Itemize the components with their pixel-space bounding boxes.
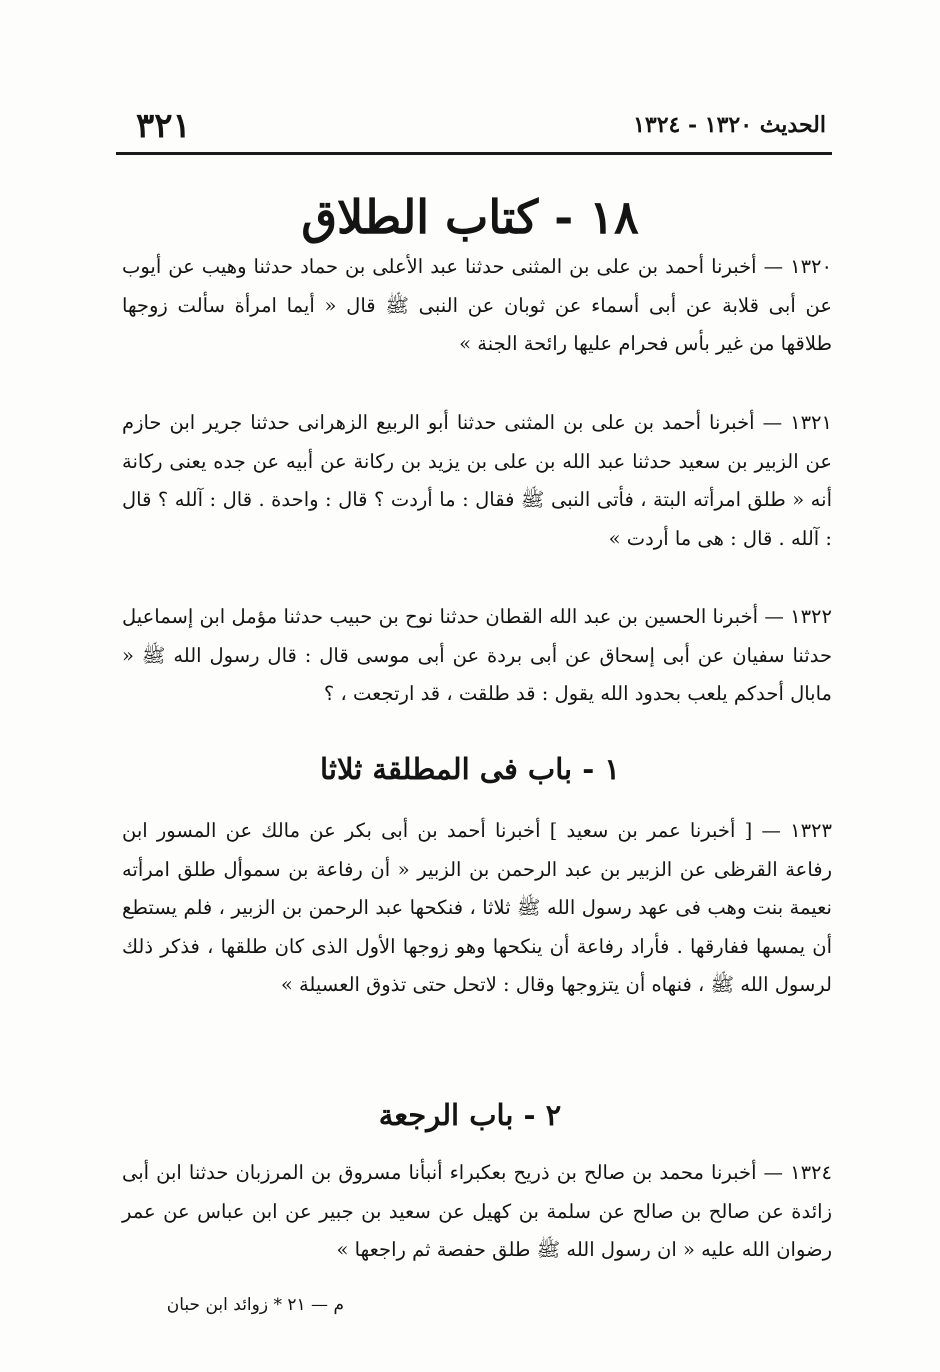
section-title-thrice-divorced: ١ - باب فى المطلقة ثلاثا [320,752,620,786]
section-title-return: ٢ - باب الرجعة [378,1098,562,1132]
running-title: الحديث ١٣٢٠ - ١٣٢٤ [633,112,826,138]
hadith-1320: ١٣٢٠ — أخبرنا أحمد بن على بن المثنى حدثنا عبد الأعلى بن حماد حدثنا وهيب عن أيوب عن أبى قلابة عن أبى أسماء عن ثوبان عن النبى ﷺ قال « أيما امرأة سألت زوجها طلاقها من غير بأس فحرام عليها رائحة الجنة » [122,255,832,355]
hadith-1323: ١٣٢٣ — [ أخبرنا عمر بن سعيد ] أخبرنا أحمد بن أبى بكر عن مالك عن المسور ابن رفاعة القرظى عن الزبير بن عبد الرحمن بن الزبير « أن رفاعة بن سموأل طلق امرأته نعيمة بنت وهب فى عهد رسول الله ﷺ ثلاثا ، فنكحها عبد الرحمن بن الزبير ، فلم يستطع أن يمسها ففارقها . فأراد رفاعة أن ينكحها وهو زوجها الأول الذى كان طلقها ، فذكر ذلك لرسول الله ﷺ ، فنهاه أن يتزوجها وقال : لاتحل حتى تذوق العسيلة » [122,819,832,996]
hadith-1322: ١٣٢٢ — أخبرنا الحسين بن عبد الله القطان حدثنا نوح بن حبيب حدثنا مؤمل ابن إسماعيل حدثنا سفيان عن أبى إسحاق عن أبى بردة عن أبى موسى قال : قال رسول الله ﷺ « مابال أحدكم يلعب بحدود الله يقول : قد طلقت ، قد ارتجعت ، ؟ [122,605,832,705]
page-number: ٣٢١ [136,106,191,146]
hadith-1324: ١٣٢٤ — أخبرنا محمد بن صالح بن ذريح بعكبراء أنبأنا مسروق بن المرزبان حدثنا ابن أبى زائدة عن صالح بن صالح عن سلمة بن كهيل عن سعيد بن جبير عن ابن عباس عن عمر رضوان الله عليه « ان رسول الله ﷺ طلق حفصة ثم راجعها » [122,1161,832,1261]
book-title: ١٨ - كتاب الطلاق [301,190,639,244]
running-header [116,100,826,152]
footer-signature: م — ٢١ * زوائد ابن حبان [166,1295,344,1315]
hadith-1321: ١٣٢١ — أخبرنا أحمد بن على بن المثنى حدثنا أبو الربيع الزهرانى حدثنا جرير ابن حازم عن الزبير بن سعيد حدثنا عبد الله بن على بن يزيد بن ركانة عن أبيه عن جده يعنى ركانة أنه « طلق امرأته البتة ، فأتى النبى ﷺ فقال : ما أردت ؟ قال : واحدة . قال : آلله ؟ قال : آلله . قال : هى ما أردت » [122,411,832,550]
header-rule [116,152,832,155]
